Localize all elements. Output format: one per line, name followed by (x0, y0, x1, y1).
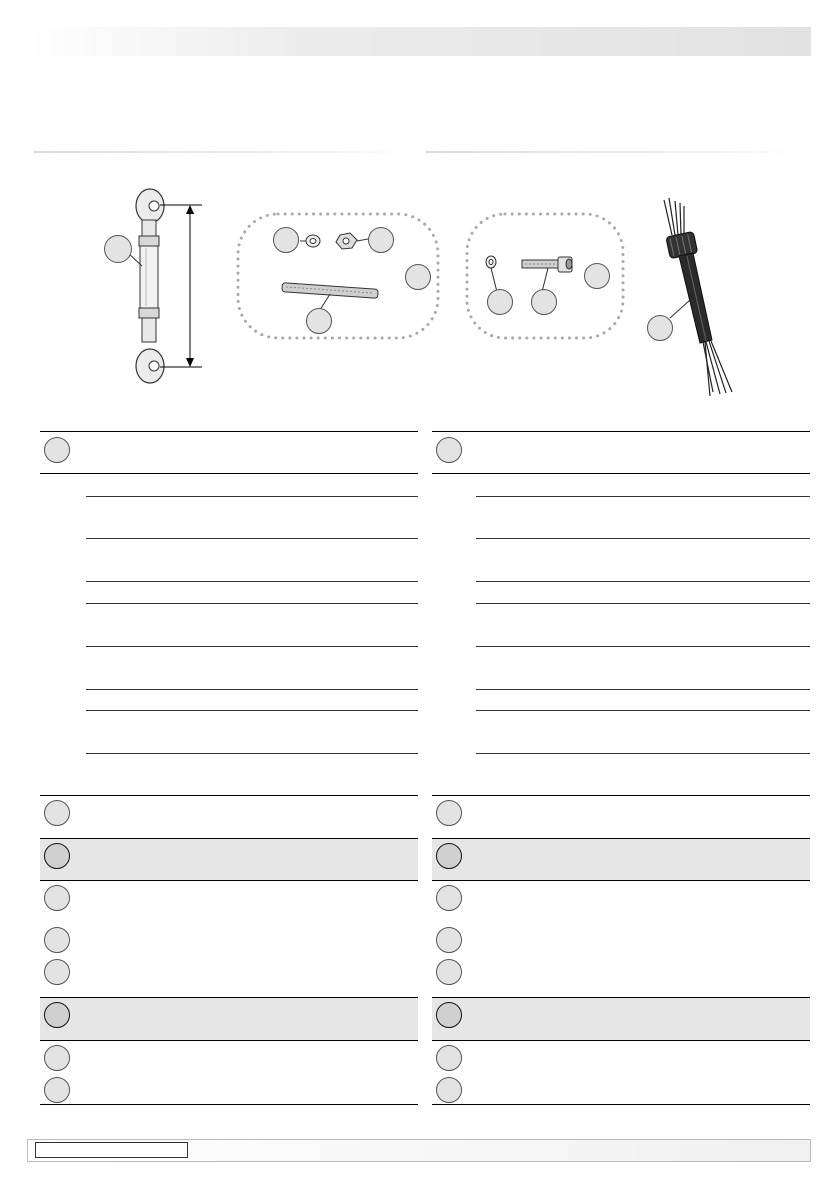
table-rule (432, 1040, 810, 1041)
table-rule (86, 538, 418, 539)
row-marker (44, 1077, 70, 1103)
footer-label (36, 1148, 39, 1159)
callout-marker (647, 315, 673, 341)
row-marker (436, 800, 462, 826)
row-marker (44, 959, 70, 985)
table-rule (476, 646, 810, 647)
table-rule (476, 581, 810, 582)
table-rule (86, 496, 418, 497)
row-marker (44, 1045, 70, 1071)
row-marker (436, 1002, 462, 1028)
row-marker (436, 843, 462, 869)
table-rule (40, 795, 418, 796)
table-rule (86, 710, 418, 711)
row-marker (436, 959, 462, 985)
table-rule (476, 538, 810, 539)
row-marker (44, 885, 70, 911)
table-rule (40, 431, 418, 432)
table-rule (476, 603, 810, 604)
row-marker (436, 1077, 462, 1103)
table-rule (432, 838, 810, 839)
table-rule (476, 689, 810, 690)
table-rule (40, 838, 418, 839)
table-rule (432, 431, 810, 432)
highlight-row (432, 997, 810, 1040)
table-rule (86, 646, 418, 647)
table-rule (432, 880, 810, 881)
table-rule (476, 496, 810, 497)
row-marker (44, 437, 70, 463)
table-rule (432, 473, 810, 474)
row-marker (44, 800, 70, 826)
table-rule (40, 1104, 418, 1105)
row-marker (44, 843, 70, 869)
highlight-row (432, 838, 810, 880)
row-marker (44, 1002, 70, 1028)
table-rule (40, 997, 418, 998)
row-marker (44, 927, 70, 953)
table-rule (86, 689, 418, 690)
table-rule (40, 473, 418, 474)
table-rule (40, 880, 418, 881)
row-marker (436, 437, 462, 463)
footer-label-box (35, 1142, 188, 1158)
table-rule (40, 1040, 418, 1041)
table-rule (432, 1104, 810, 1105)
row-marker (436, 885, 462, 911)
highlight-row (40, 838, 418, 880)
highlight-row (40, 997, 418, 1040)
cable-icon (0, 0, 840, 420)
row-marker (436, 927, 462, 953)
table-rule (86, 603, 418, 604)
row-marker (436, 1045, 462, 1071)
table-rule (86, 581, 418, 582)
table-rule (432, 795, 810, 796)
table-rule (476, 753, 810, 754)
table-rule (432, 997, 810, 998)
table-rule (86, 753, 418, 754)
table-rule (476, 710, 810, 711)
